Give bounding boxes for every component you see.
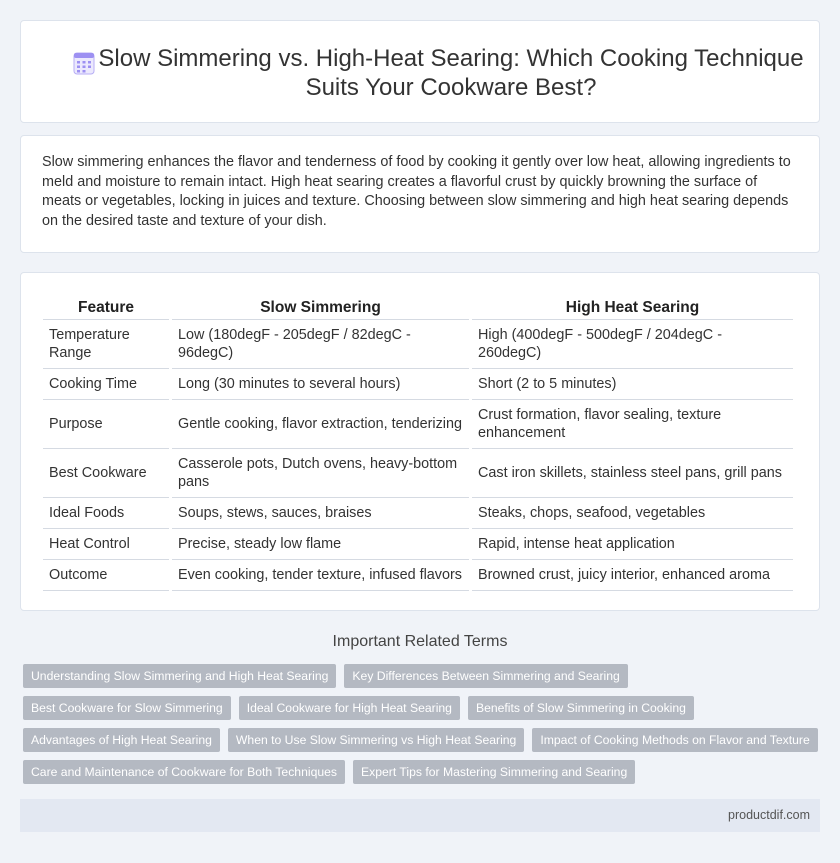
comparison-card (20, 272, 820, 611)
related-tag[interactable]: Key Differences Between Simmering and Searing (344, 664, 627, 688)
simmering-cell: Gentle cooking, flavor extraction, tenderizing (172, 400, 469, 449)
table-row (43, 529, 793, 560)
header-slow-simmering: Slow Simmering (172, 295, 469, 320)
comparison-table (40, 295, 796, 591)
intro-card (20, 135, 820, 253)
intro-text: Slow simmering enhances the flavor and tenderness of food by cooking it gently over low heat, allowing ingredients to meld and moisture to remain intact. High heat searing creates a flavorful crust by quickly browning the surface of meats or vegetables, locking in juices and texture. Choosing between slow simmering and high heat searing depends on the desired taste and texture of your dish. (42, 154, 791, 229)
page-title: Slow Simmering vs. High-Heat Searing: Which Cooking Technique Suits Your Cookware Best? (98, 45, 804, 101)
table-row (43, 560, 793, 591)
searing-cell: High (400degF - 500degF / 204degC - 260degC) (472, 320, 793, 369)
related-tag[interactable]: Expert Tips for Mastering Simmering and Searing (353, 760, 635, 784)
feature-cell: Best Cookware (43, 449, 169, 498)
related-terms-heading: Important Related Terms (332, 633, 508, 650)
title-card (20, 20, 820, 123)
searing-cell: Crust formation, flavor sealing, texture enhancement (472, 400, 793, 449)
simmering-cell: Even cooking, tender texture, infused flavors (172, 560, 469, 591)
footer (20, 799, 820, 832)
table-row (43, 320, 793, 369)
header-feature: Feature (43, 295, 169, 320)
simmering-cell: Long (30 minutes to several hours) (172, 369, 469, 400)
feature-cell: Outcome (43, 560, 169, 591)
feature-cell: Temperature Range (43, 320, 169, 369)
searing-cell: Steaks, chops, seafood, vegetables (472, 498, 793, 529)
table-row (43, 369, 793, 400)
searing-cell: Browned crust, juicy interior, enhanced aroma (472, 560, 793, 591)
related-tag[interactable]: Ideal Cookware for High Heat Searing (239, 696, 460, 720)
related-tag[interactable]: Best Cookware for Slow Simmering (23, 696, 231, 720)
related-tag[interactable]: When to Use Slow Simmering vs High Heat Searing (228, 728, 524, 752)
site-link[interactable]: productdif.com (728, 808, 810, 822)
simmering-cell: Soups, stews, sauces, braises (172, 498, 469, 529)
table-row (43, 400, 793, 449)
related-tag[interactable]: Benefits of Slow Simmering in Cooking (468, 696, 694, 720)
feature-cell: Cooking Time (43, 369, 169, 400)
searing-cell: Cast iron skillets, stainless steel pans, grill pans (472, 449, 793, 498)
searing-cell: Short (2 to 5 minutes) (472, 369, 793, 400)
simmering-cell: Casserole pots, Dutch ovens, heavy-bottom pans (172, 449, 469, 498)
simmering-cell: Precise, steady low flame (172, 529, 469, 560)
table-row (43, 498, 793, 529)
feature-cell: Heat Control (43, 529, 169, 560)
table-header-row (43, 295, 793, 320)
related-tag[interactable]: Care and Maintenance of Cookware for Both Techniques (23, 760, 345, 784)
related-tag[interactable]: Understanding Slow Simmering and High Heat Searing (23, 664, 336, 688)
header-high-heat-searing: High Heat Searing (472, 295, 793, 320)
table-row (43, 449, 793, 498)
feature-cell: Purpose (43, 400, 169, 449)
related-terms-list (23, 664, 823, 792)
simmering-cell: Low (180degF - 205degF / 82degC - 96degC) (172, 320, 469, 369)
feature-cell: Ideal Foods (43, 498, 169, 529)
related-tag[interactable]: Impact of Cooking Methods on Flavor and Texture (532, 728, 817, 752)
related-tag[interactable]: Advantages of High Heat Searing (23, 728, 220, 752)
searing-cell: Rapid, intense heat application (472, 529, 793, 560)
